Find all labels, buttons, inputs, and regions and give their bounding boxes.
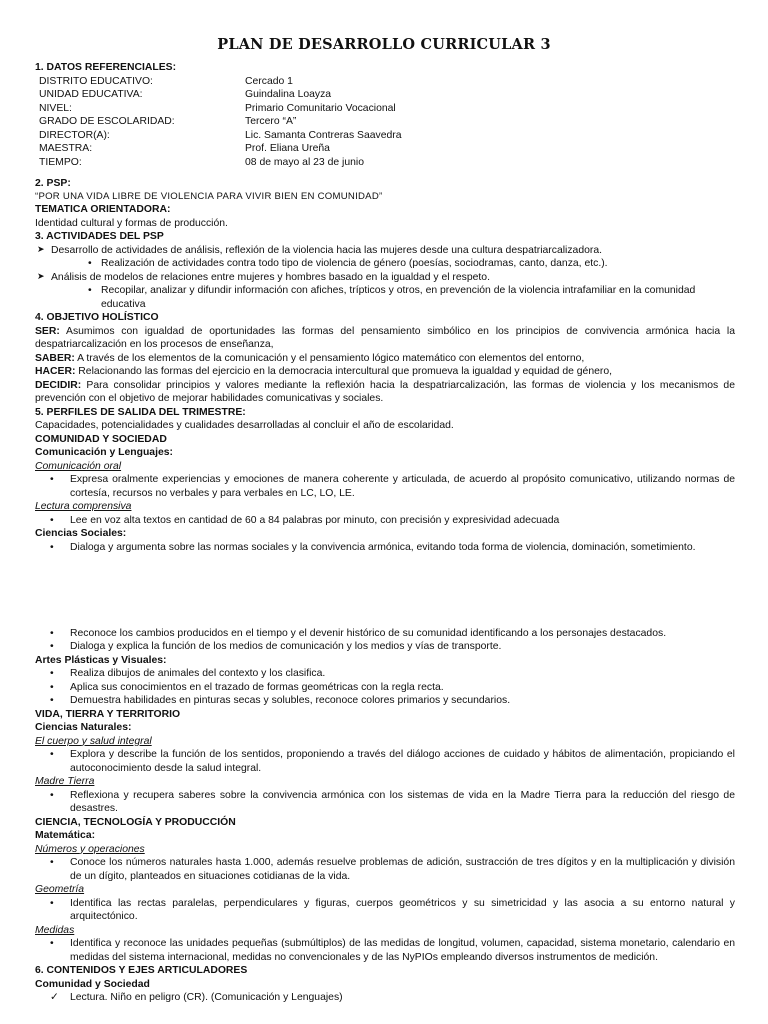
topic-heading: Medidas (35, 924, 75, 936)
bullet-icon: • (50, 897, 54, 909)
datos-value: 08 de mayo al 23 de junio (245, 156, 365, 168)
datos-key: UNIDAD EDUCATIVA: (39, 89, 143, 101)
list-item-text: Aplica sus conocimientos en el trazado de formas geométricas con la regla recta. (70, 681, 444, 693)
datos-key: MAESTRA: (39, 143, 93, 155)
list-item-text: Identifica y reconoce las unidades pequeñas (submúltiplos) de las medidas de longitud, volumen, capacidad, sistema monetario, calendario en medidas del sistema internacional, medidas no convencionales y de las NyPIOs empleando diversos instrumentos de medición. (70, 938, 735, 963)
list-item (35, 473, 735, 500)
section-objetivo-heading: 4. OBJETIVO HOLÍSTICO (35, 312, 159, 324)
list-item-text: Dialoga y explica la función de los medios de comunicación y los medios y vías de transporte. (70, 641, 502, 653)
bullet-icon: • (50, 857, 54, 869)
objetivo-ser (35, 325, 735, 352)
list-item (35, 271, 735, 285)
arrow-bullet-icon: ➤ (37, 243, 45, 254)
list-item (35, 514, 735, 528)
list-item (35, 244, 735, 258)
actividad-text: Desarrollo de actividades de análisis, reflexión de la violencia hacia las mujeres desde una cultura despatriarcalizadora. (51, 244, 603, 256)
psp-text: “POR UNA VIDA LIBRE DE VIOLENCIA PARA VIVIR BIEN EN COMUNIDAD” (35, 190, 383, 202)
datos-row (35, 156, 735, 170)
datos-value: Guindalina Loayza (245, 89, 332, 101)
subarea-heading: Ciencias Sociales: (35, 528, 127, 540)
list-item (35, 694, 735, 708)
area-heading: CIENCIA, TECNOLOGÍA Y PRODUCCIÓN (35, 816, 236, 828)
decidir-text: Para consolidar principios y valores mediante la reflexión hacia la despatriarcalización, las formas de violencia y los mecanismos de prevención con el objetivo de mejorar habilidades comunicativas y sociales. (35, 379, 735, 405)
bullet-icon: • (50, 542, 54, 553)
ser-label: SER: (35, 325, 60, 337)
datos-row (35, 102, 735, 116)
topic-heading: El cuerpo y salud integral (35, 735, 152, 747)
list-item-text: Reconoce los cambios producidos en el tiempo y el devenir histórico de su comunidad identificando a los personajes destacados. (70, 627, 667, 639)
area-heading: VIDA, TIERRA Y TERRITORIO (35, 708, 181, 720)
tematica-text: Identidad cultural y formas de producción. (35, 217, 228, 229)
objetivo-decidir (35, 379, 735, 406)
list-item-text: Dialoga y argumenta sobre las normas sociales y la convivencia armónica, evitando toda forma de violencia, dominación, sometimiento. (70, 542, 696, 553)
objetivo-hacer (35, 365, 735, 379)
list-item (35, 541, 735, 555)
subarea-heading: Ciencias Naturales: (35, 722, 132, 734)
subarea-heading: Comunidad y Sociedad (35, 978, 150, 990)
topic-heading: Números y operaciones (35, 843, 145, 855)
bullet-icon: • (50, 641, 54, 653)
tematica-label: TEMATICA ORIENTADORA: (35, 204, 171, 216)
actividad-sub-text: Realización de actividades contra todo tipo de violencia de género (poesías, sociodramas, canto, danza, etc.). (101, 258, 608, 270)
section-perfiles-heading: 5. PERFILES DE SALIDA DEL TRIMESTRE: (35, 406, 246, 418)
bullet-icon: • (50, 789, 54, 801)
topic-heading: Geometría (35, 884, 85, 896)
section-datos-heading: 1. DATOS REFERENCIALES: (35, 62, 177, 73)
actividad-text: Análisis de modelos de relaciones entre mujeres y hombres basado en la igualdad y el respeto. (51, 271, 490, 283)
list-item-text: Conoce los números naturales hasta 1.000, además resuelve problemas de adición, sustracción de tres dígitos y en la multiplicación y división de un dígito, planteados en situaciones cotidianas de la vida. (70, 857, 735, 882)
section-contenidos-heading: 6. CONTENIDOS Y EJES ARTICULADORES (35, 965, 248, 977)
list-item (35, 937, 735, 964)
datos-key: TIEMPO: (39, 156, 82, 168)
document-body (35, 61, 735, 1005)
list-item (35, 897, 735, 924)
list-item (35, 284, 735, 311)
bullet-icon: • (88, 285, 92, 297)
datos-key: DISTRITO EDUCATIVO: (39, 75, 153, 87)
bullet-icon: • (50, 668, 54, 680)
subarea-heading: Matemática: (35, 830, 96, 842)
document-title: PLAN DE DESARROLLO CURRICULAR 3 (217, 36, 551, 53)
bullet-icon: • (50, 938, 54, 950)
bullet-icon: • (88, 258, 92, 270)
list-item (35, 257, 735, 271)
topic-heading: Lectura comprensiva (35, 501, 132, 513)
hacer-text: Relacionando las formas del ejercicio en la democracia intercultural que promueva la igualdad y equidad de género, (75, 366, 613, 378)
bullet-icon: • (50, 695, 54, 707)
bullet-icon: • (50, 514, 54, 526)
list-item (35, 627, 735, 641)
section-actividades-heading: 3. ACTIVIDADES DEL PSP (35, 231, 164, 243)
list-item-text: Reflexiona y recupera saberes sobre la convivencia armónica con los sistemas de vida en la Madre Tierra para la reducción del riesgo de desastres. (70, 789, 735, 815)
saber-label: SABER: (35, 352, 75, 364)
datos-row (35, 129, 735, 143)
section-psp-heading: 2. PSP: (35, 178, 71, 190)
datos-row (35, 88, 735, 102)
datos-row (35, 142, 735, 156)
list-item (35, 640, 735, 654)
datos-value: Prof. Eliana Ureña (245, 143, 330, 155)
datos-value: Cercado 1 (245, 75, 293, 87)
datos-row (35, 75, 735, 89)
ser-text: Asumimos con igualdad de oportunidades las formas del pensamiento simbólico en los principios de convivencia armónica hacia la despatriarcalización en los procesos de enseñanza, (35, 325, 735, 351)
datos-key: DIRECTOR(A): (39, 129, 110, 141)
datos-row (35, 115, 735, 129)
area-heading: COMUNIDAD Y SOCIEDAD (35, 433, 167, 445)
bullet-icon: • (50, 627, 54, 639)
list-item (35, 748, 735, 775)
bullet-icon: • (50, 749, 54, 761)
list-item (35, 991, 735, 1005)
bullet-icon: • (50, 474, 54, 486)
datos-value: Tercero “A” (245, 116, 297, 128)
datos-key: NIVEL: (39, 102, 72, 114)
objetivo-saber (35, 352, 735, 366)
perfiles-intro: Capacidades, potencialidades y cualidades desarrolladas al concluir el año de escolaridad. (35, 420, 454, 432)
list-item (35, 681, 735, 695)
topic-heading: Madre Tierra (35, 776, 95, 788)
topic-heading: Comunicación oral (35, 460, 122, 472)
saber-text: A través de los elementos de la comunicación y el pensamiento lógico matemático con elementos del entorno, (74, 352, 585, 364)
check-icon: ✓ (50, 992, 59, 1004)
list-item-text: Lee en voz alta textos en cantidad de 60 a 84 palabras por minuto, con precisión y expresividad adecuada (70, 514, 560, 526)
list-item-text: Expresa oralmente experiencias y emociones de manera coherente y articulada, de acuerdo al propósito comunicativo, utilizando normas de cortesía, recursos no verbales y para verbales en LC, LO, LE. (70, 474, 735, 499)
subarea-heading: Artes Plásticas y Visuales: (35, 654, 167, 666)
list-item (35, 856, 735, 883)
datos-table (35, 75, 735, 170)
hacer-label: HACER: (35, 366, 76, 378)
bullet-icon: • (50, 681, 54, 693)
list-item-text: Realiza dibujos de animales del contexto y los clasifica. (70, 668, 326, 680)
arrow-bullet-icon: ➤ (37, 270, 45, 281)
list-item-text: Demuestra habilidades en pinturas secas y solubles, reconoce colores primarios y secundarios. (70, 695, 511, 707)
datos-value: Lic. Samanta Contreras Saavedra (245, 129, 402, 141)
list-item (35, 789, 735, 816)
list-item (35, 667, 735, 681)
list-item-text: Identifica las rectas paralelas, perpendiculares y figuras, cuerpos geométricos y su simetricidad y las asocia a su entorno natural y arquitectónico. (70, 897, 735, 923)
subarea-heading: Comunicación y Lenguajes: (35, 447, 173, 459)
actividad-sub-text: Recopilar, analizar y difundir información con afiches, trípticos y otros, en prevención de la violencia intrafamiliar en la comunidad educativa (101, 285, 696, 310)
decidir-label: DECIDIR: (35, 379, 82, 391)
datos-key: GRADO DE ESCOLARIDAD: (39, 116, 175, 128)
list-item-text: Lectura. Niño en peligro (CR). (Comunicación y Lenguajes) (70, 992, 343, 1004)
datos-value: Primario Comunitario Vocacional (245, 102, 396, 114)
list-item-text: Explora y describe la función de los sentidos, proponiendo a través del diálogo acciones de cuidado y hábitos de alimentación, propiciando el autoconocimiento desde la salud integral. (70, 749, 735, 774)
